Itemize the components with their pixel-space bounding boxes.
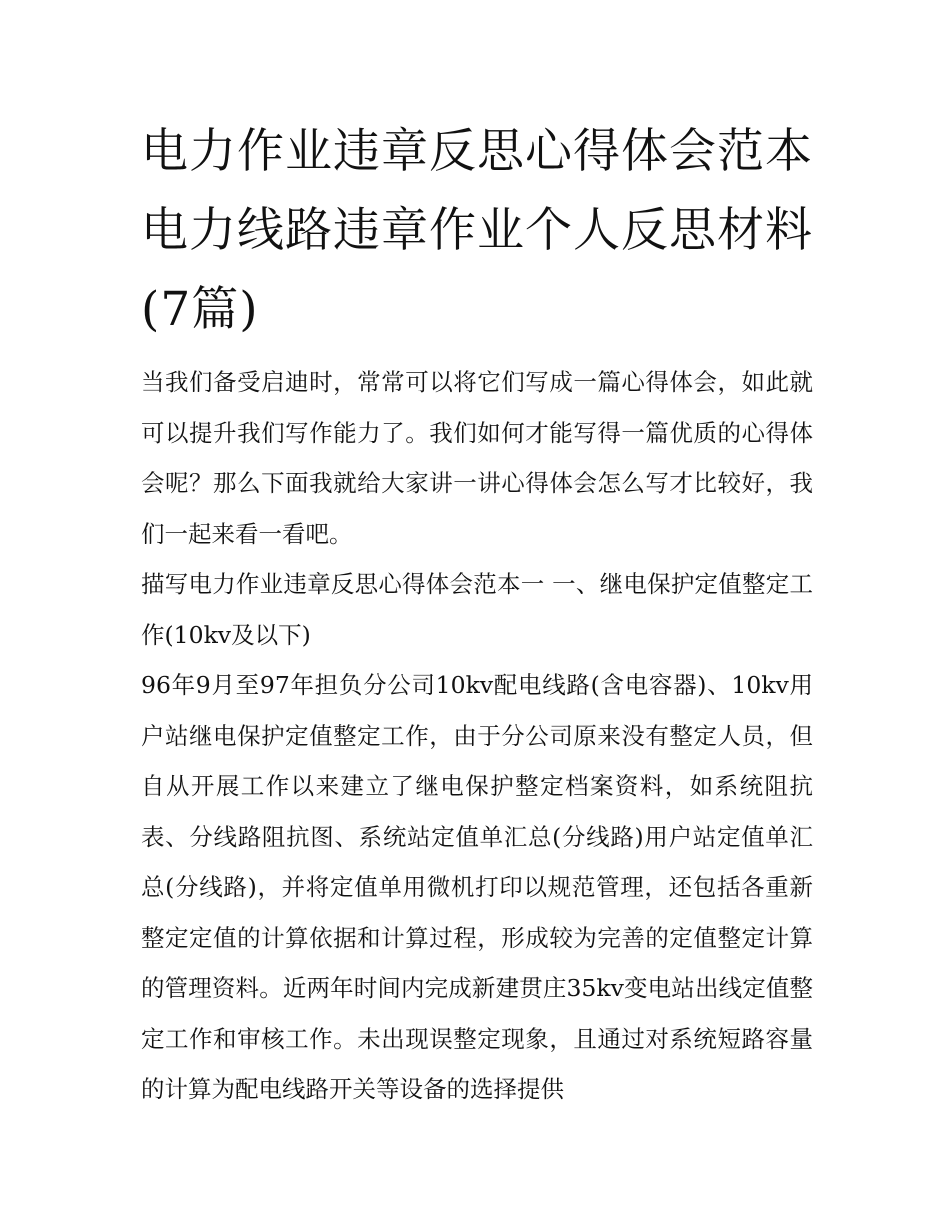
document-body [141,112,813,1115]
intro-paragraph: 当我们备受启迪时，常常可以将它们写成一篇心得体会，如此就可以提升我们写作能力了。我们如何才能写得一篇优质的心得体会呢？那么下面我就给大家讲一讲心得体会怎么写才比较好，我们一起来看一看吧。 [141,368,813,548]
section-heading-paragraph: 描写电力作业违章反思心得体会范本一 一、继电保护定值整定工作(10kv及以下) [141,570,813,649]
document-title: 电力作业违章反思心得体会范本 电力线路违章作业个人反思材料(7篇) [141,124,813,337]
body-paragraph: 96年9月至97年担负分公司10kv配电线路(含电容器)、10kv用户站继电保护定值整定工作，由于分公司原来没有整定人员，但自从开展工作以来建立了继电保护整定档案资料，如系统阻抗表、分线路阻抗图、系统站定值单汇总(分线路)用户站定值单汇总(分线路)，并将定值单用微机打印以规范管理，还包括各重新整定定值的计算依据和计算过程，形成较为完善的定值整定计算的管理资料。近两年时间内完成新建贯庄35kv变电站出线定值整定工作和审核工作。未出现误整定现象，且通过对系统短路容量的计算为配电线路开关等设备的选择提供 [141,671,813,1103]
